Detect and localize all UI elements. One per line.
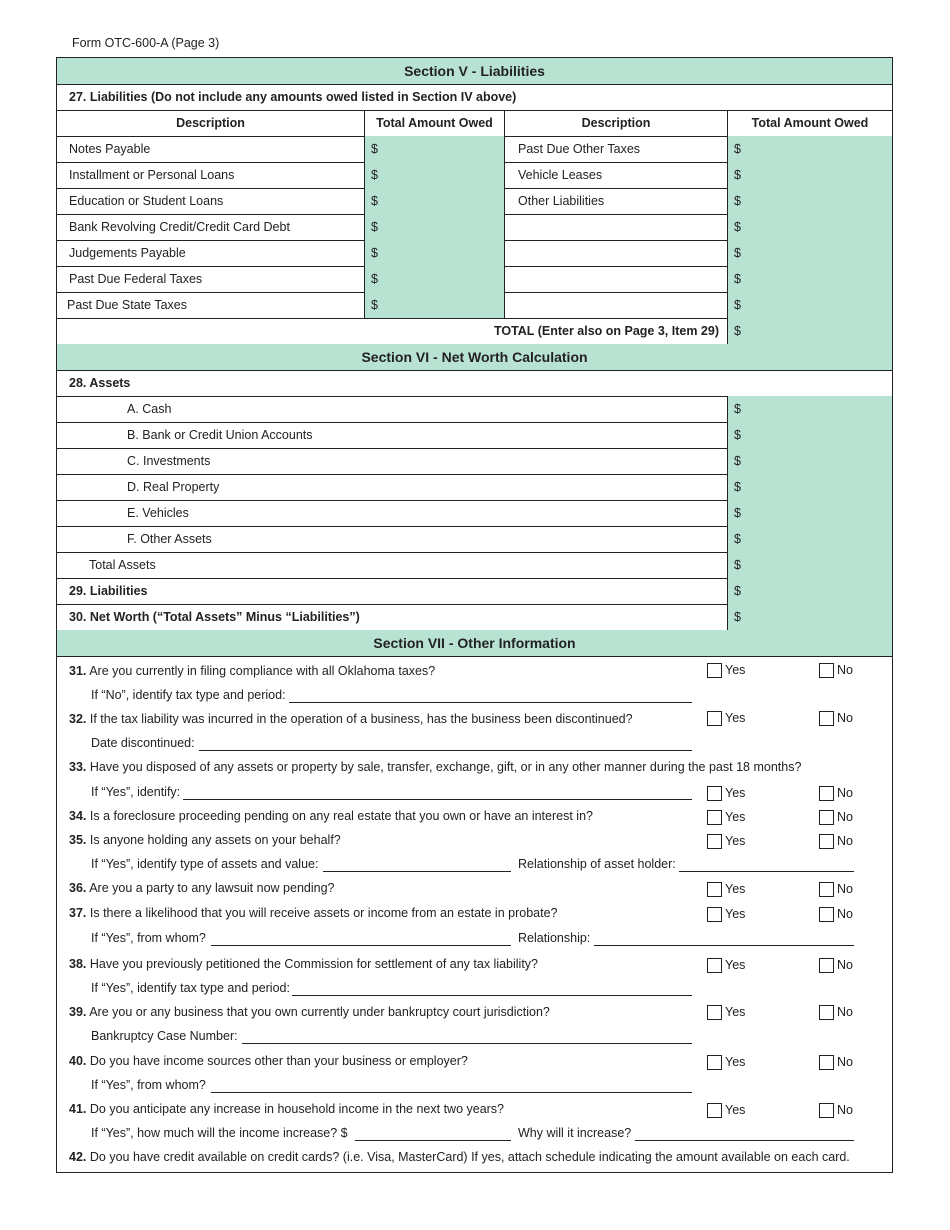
q37-no-checkbox[interactable] [819, 907, 834, 922]
q35-assets-input[interactable] [323, 871, 511, 872]
q41-yes-label: Yes [725, 1103, 746, 1117]
q39-yes-checkbox[interactable] [707, 1005, 722, 1020]
item-29-input[interactable]: $ [727, 578, 892, 604]
asset-label: B. Bank or Credit Union Accounts [127, 428, 313, 442]
total-assets-label: Total Assets [89, 558, 156, 572]
q35-yes-checkbox[interactable] [707, 834, 722, 849]
question-37 [69, 906, 557, 920]
liability-row [57, 214, 892, 241]
q34-no-checkbox[interactable] [819, 810, 834, 825]
q36-yes-label: Yes [725, 882, 746, 896]
asset-label: E. Vehicles [127, 506, 189, 520]
total-assets-row [57, 552, 892, 579]
item-28-row [57, 370, 892, 397]
q35-relationship-label: Relationship of asset holder: [518, 857, 676, 871]
question-number: 33. [69, 760, 87, 774]
liability-description: Notes Payable [69, 142, 151, 156]
q33-sub-input[interactable] [183, 799, 692, 800]
q38-no-checkbox[interactable] [819, 958, 834, 973]
section-v-header: Section V - Liabilities [57, 58, 892, 85]
asset-row [57, 526, 892, 553]
q33-no-label: No [837, 786, 853, 800]
form-id: Form OTC-600-A (Page 3) [72, 36, 220, 50]
asset-row [57, 422, 892, 449]
q32-sub-label: Date discontinued: [91, 736, 195, 750]
liability-description: Past Due State Taxes [67, 298, 187, 312]
asset-amount-input[interactable]: $ [727, 422, 892, 448]
q40-no-label: No [837, 1055, 853, 1069]
liability-amount-input[interactable]: $ [727, 188, 892, 214]
q32-no-label: No [837, 711, 853, 725]
liability-amount-input[interactable]: $ [727, 136, 892, 162]
q32-sub-input[interactable] [199, 750, 692, 751]
asset-amount-input[interactable]: $ [727, 474, 892, 500]
item-29-label: 29. Liabilities [69, 584, 148, 598]
q31-sub-input[interactable] [289, 702, 692, 703]
section-vii-header: Section VII - Other Information [57, 630, 892, 657]
q33-no-checkbox[interactable] [819, 786, 834, 801]
q31-yes-checkbox[interactable] [707, 663, 722, 678]
question-number: 39. [69, 1005, 87, 1019]
question-31 [69, 664, 435, 678]
liability-row [57, 162, 892, 189]
question-number: 36. [69, 881, 87, 895]
asset-amount-input[interactable]: $ [727, 500, 892, 526]
q35-no-label: No [837, 834, 853, 848]
q37-whom-input[interactable] [211, 945, 511, 946]
q35-relationship-input[interactable] [679, 871, 854, 872]
q34-no-label: No [837, 810, 853, 824]
asset-amount-input[interactable]: $ [727, 526, 892, 552]
liability-description: Other Liabilities [504, 188, 727, 214]
item-30-row [57, 604, 892, 631]
liability-amount-input[interactable]: $ [727, 240, 892, 266]
q37-no-label: No [837, 907, 853, 921]
q33-sub-label: If “Yes”, identify: [91, 785, 181, 799]
total-assets-input[interactable]: $ [727, 552, 892, 578]
liability-description: Judgements Payable [69, 246, 186, 260]
asset-row [57, 396, 892, 423]
liability-description-blank[interactable] [504, 292, 727, 318]
q39-sub-label: Bankruptcy Case Number: [91, 1029, 238, 1043]
section-vi-header: Section VI - Net Worth Calculation [57, 344, 892, 371]
q36-no-checkbox[interactable] [819, 882, 834, 897]
q40-sub-input[interactable] [211, 1092, 692, 1093]
liability-amount-input[interactable]: $ [364, 266, 504, 292]
q31-sub-label: If “No”, identify tax type and period: [91, 688, 286, 702]
q38-yes-checkbox[interactable] [707, 958, 722, 973]
question-number: 34. [69, 809, 87, 823]
q33-yes-checkbox[interactable] [707, 786, 722, 801]
liability-description: Bank Revolving Credit/Credit Card Debt [69, 220, 290, 234]
question-36 [69, 881, 334, 895]
q38-sub-label: If “Yes”, identify tax type and period: [91, 981, 290, 995]
liability-amount-input[interactable]: $ [364, 136, 504, 162]
question-text: Are you or any business that you own currently under bankruptcy court jurisdiction? [89, 1005, 550, 1019]
question-number: 31. [69, 664, 87, 678]
liability-row [57, 136, 892, 163]
liability-description-blank[interactable] [504, 214, 727, 240]
q37-yes-checkbox[interactable] [707, 907, 722, 922]
q41-no-checkbox[interactable] [819, 1103, 834, 1118]
q35-sub-label: If “Yes”, identify type of assets and value: [91, 857, 319, 871]
q40-sub-label: If “Yes”, from whom? [91, 1078, 206, 1092]
asset-label: A. Cash [127, 402, 172, 416]
q41-yes-checkbox[interactable] [707, 1103, 722, 1118]
liability-row [57, 292, 892, 319]
q40-no-checkbox[interactable] [819, 1055, 834, 1070]
q41-why-label: Why will it increase? [518, 1126, 632, 1140]
asset-label: D. Real Property [127, 480, 220, 494]
q41-sub-label: If “Yes”, how much will the income increase? $ [91, 1126, 348, 1140]
asset-row [57, 474, 892, 501]
q31-no-checkbox[interactable] [819, 663, 834, 678]
question-number: 32. [69, 712, 87, 726]
question-number: 40. [69, 1054, 87, 1068]
question-text: Are you currently in filing compliance with all Oklahoma taxes? [89, 664, 436, 678]
liability-amount-input[interactable]: $ [727, 266, 892, 292]
liabilities-total-label: TOTAL (Enter also on Page 3, Item 29) [493, 324, 719, 338]
q39-sub-input[interactable] [242, 1043, 692, 1044]
liability-description: Past Due Other Taxes [504, 136, 727, 162]
question-text: Have you disposed of any assets or property by sale, transfer, exchange, gift, or in any other manner during the past 18 months? [89, 760, 802, 774]
asset-amount-input[interactable]: $ [727, 396, 892, 422]
q31-yes-label: Yes [725, 663, 746, 677]
q38-no-label: No [837, 958, 853, 972]
q38-yes-label: Yes [725, 958, 746, 972]
liability-amount-input[interactable]: $ [364, 188, 504, 214]
q39-no-checkbox[interactable] [819, 1005, 834, 1020]
q32-no-checkbox[interactable] [819, 711, 834, 726]
item-29-row [57, 578, 892, 605]
q32-yes-label: Yes [725, 711, 746, 725]
q36-yes-checkbox[interactable] [707, 882, 722, 897]
question-42 [69, 1150, 850, 1164]
q41-amount-input[interactable] [355, 1140, 511, 1141]
liabilities-total-row [57, 318, 892, 345]
col-amount-left: Total Amount Owed [364, 110, 504, 136]
item-28-label: 28. Assets [69, 376, 131, 390]
question-text: Do you anticipate any increase in household income in the next two years? [89, 1102, 505, 1116]
col-description-right: Description [504, 110, 727, 136]
liabilities-total-input[interactable]: $ [727, 318, 892, 344]
question-number: 37. [69, 906, 87, 920]
liability-amount-input[interactable]: $ [364, 162, 504, 188]
question-text: Have you previously petitioned the Commission for settlement of any tax liability? [89, 957, 539, 971]
q40-yes-checkbox[interactable] [707, 1055, 722, 1070]
col-amount-right: Total Amount Owed [727, 110, 892, 136]
question-text: Do you have income sources other than your business or employer? [89, 1054, 468, 1068]
liability-description: Past Due Federal Taxes [69, 272, 203, 286]
liability-amount-input[interactable]: $ [727, 292, 892, 318]
q40-yes-label: Yes [725, 1055, 746, 1069]
q37-sub-label: If “Yes”, from whom? [91, 931, 206, 945]
question-text: Is a foreclosure proceeding pending on any real estate that you own or have an interest in? [89, 809, 593, 823]
q33-yes-label: Yes [725, 786, 746, 800]
col-description-left: Description [176, 116, 245, 130]
liability-description: Installment or Personal Loans [69, 168, 235, 182]
q39-no-label: No [837, 1005, 853, 1019]
form-frame [56, 57, 893, 1173]
question-38 [69, 957, 538, 971]
asset-amount-input[interactable]: $ [727, 448, 892, 474]
question-number: 35. [69, 833, 87, 847]
question-33 [69, 760, 801, 774]
liability-row [57, 240, 892, 267]
liability-amount-input[interactable]: $ [364, 214, 504, 240]
liability-amount-input[interactable]: $ [727, 162, 892, 188]
q37-relationship-input[interactable] [594, 945, 854, 946]
question-34 [69, 809, 593, 823]
q35-no-checkbox[interactable] [819, 834, 834, 849]
liability-row [57, 188, 892, 215]
item-30-label: 30. Net Worth (“Total Assets” Minus “Liabilities”) [69, 610, 360, 624]
question-number: 41. [69, 1102, 87, 1116]
q39-yes-label: Yes [725, 1005, 746, 1019]
asset-row [57, 448, 892, 475]
question-number: 42. [69, 1150, 87, 1164]
asset-label: F. Other Assets [127, 532, 212, 546]
question-41 [69, 1102, 504, 1116]
question-text: If the tax liability was incurred in the operation of a business, has the business been discontinued? [89, 712, 633, 726]
q36-no-label: No [837, 882, 853, 896]
liability-amount-input[interactable]: $ [727, 214, 892, 240]
liability-amount-input[interactable]: $ [364, 240, 504, 266]
liability-amount-input[interactable]: $ [364, 292, 504, 318]
liabilities-header-row [57, 110, 892, 137]
asset-label: C. Investments [127, 454, 211, 468]
item-27-label: 27. Liabilities (Do not include any amounts owed listed in Section IV above) [69, 90, 517, 104]
question-35 [69, 833, 341, 847]
q32-yes-checkbox[interactable] [707, 711, 722, 726]
liability-row [57, 266, 892, 293]
question-text: Are you a party to any lawsuit now pending? [89, 881, 335, 895]
q35-yes-label: Yes [725, 834, 746, 848]
question-40 [69, 1054, 468, 1068]
liability-description: Education or Student Loans [69, 194, 224, 208]
q34-yes-checkbox[interactable] [707, 810, 722, 825]
q38-sub-input[interactable] [292, 995, 692, 996]
item-30-input[interactable]: $ [727, 604, 892, 630]
asset-row [57, 500, 892, 527]
q34-yes-label: Yes [725, 810, 746, 824]
question-text: Do you have credit available on credit cards? (i.e. Visa, MasterCard) If yes, attach schedule indicating the amount available on each card. [89, 1150, 850, 1164]
q37-yes-label: Yes [725, 907, 746, 921]
question-text: Is there a likelihood that you will receive assets or income from an estate in probate? [89, 906, 558, 920]
item-27-row [57, 84, 892, 111]
q41-why-input[interactable] [635, 1140, 854, 1141]
question-number: 38. [69, 957, 87, 971]
question-text: Is anyone holding any assets on your behalf? [89, 833, 341, 847]
q31-no-label: No [837, 663, 853, 677]
q37-relationship-label: Relationship: [518, 931, 591, 945]
liability-description-blank[interactable] [504, 266, 727, 292]
question-39 [69, 1005, 550, 1019]
q41-no-label: No [837, 1103, 853, 1117]
liability-description-blank[interactable] [504, 240, 727, 266]
liability-description: Vehicle Leases [504, 162, 727, 188]
question-32 [69, 712, 633, 726]
